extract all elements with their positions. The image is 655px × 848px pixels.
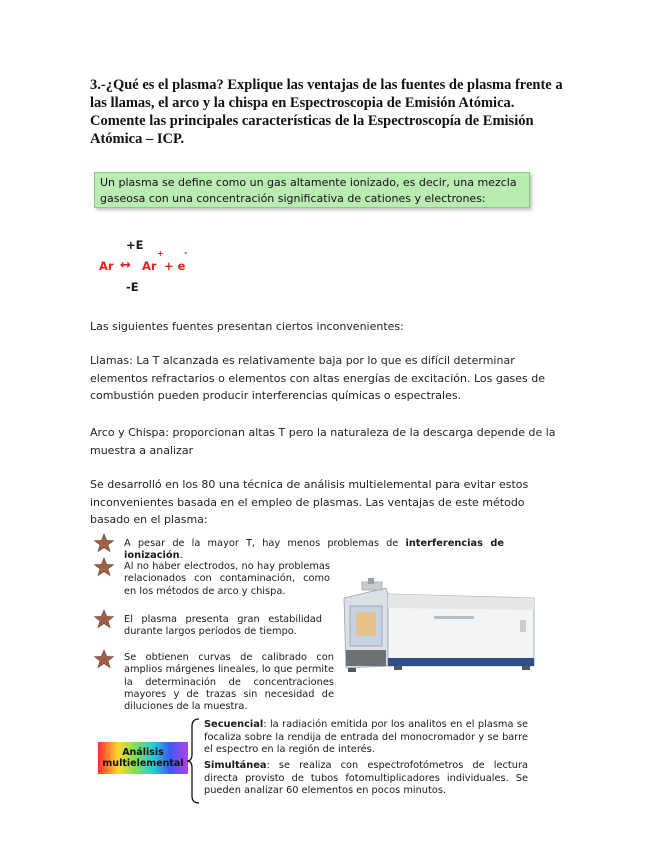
advantage-text: A pesar de la mayor T, hay menos problemas de: [124, 538, 406, 549]
equation-argon-ion: Ar: [142, 259, 157, 273]
advantage-text: El plasma presenta gran estabilidad durante largos períodos de tiempo.: [124, 614, 322, 638]
equation-minus-sign: -: [184, 248, 188, 257]
llamas-paragraph: Llamas: La T alcanzada es relativamente baja por lo que es difícil determinar elementos refractarios o elementos con altas energías de excitación. Los gases de combustión pueden producir interferencias químicas o espectrales.: [90, 354, 546, 402]
secuencial-text: : la radiación emitida por los analitos en el plasma se focaliza sobre la rendija de entrada del monocromador y se barre el espectro en la región de interés.: [204, 719, 528, 755]
arco-paragraph: Arco y Chispa: proporcionan altas T pero la naturaleza de la descarga depende de la muestra a analizar: [90, 426, 556, 457]
icp-spectrometer-image: [338, 576, 542, 680]
simultanea-label: Simultánea: [204, 760, 267, 771]
equation-plus-sign: +: [157, 249, 164, 258]
equation-electron: + e: [164, 259, 186, 273]
analisis-multielemental-tag: [98, 742, 188, 774]
advantage-item: [124, 614, 322, 639]
advantage-bold-text: interferencias de ionización: [124, 538, 504, 562]
advantage-item: [124, 652, 334, 713]
equation-bottom-energy: -E: [126, 280, 139, 294]
tag-line-1: Análisis: [122, 747, 164, 758]
equation-top-energy: +E: [126, 238, 144, 252]
plasma-definition-box: Un plasma se define como un gas altamente ionizado, es decir, una mezcla gaseosa con una concentración significativa de cationes y electrones:: [94, 172, 530, 208]
simultanea-text: : se realiza con espectrofotómetros de lectura directa provisto de tubos fotomultiplicadores individuales. Se pueden analizar 60 elementos en pocos minutos.: [204, 760, 528, 796]
star-bullet-icon: [94, 533, 114, 553]
star-bullet-icon: [94, 609, 114, 629]
simultanea-description: [204, 760, 528, 798]
advantage-item: [124, 561, 330, 598]
question-heading: 3.-¿Qué es el plasma? Explique las ventajas de las fuentes de plasma frente a las llamas, el arco y la chispa en Espectroscopia de Emisión Atómica. Comente las principales características de la Espectroscopía de Emisión Atómica – ICP.: [90, 77, 563, 147]
intro-paragraph: Las siguientes fuentes presentan ciertos inconvenientes:: [90, 320, 404, 333]
desarrollo-paragraph: Se desarrolló en los 80 una técnica de análisis multielemental para evitar estos inconvenientes basada en el empleo de plasmas. Las ventajas de este método basado en el plasma:: [90, 478, 529, 526]
star-bullet-icon: [94, 649, 114, 669]
equation-arrow: ↔: [120, 258, 131, 273]
star-bullet-icon: [94, 557, 114, 577]
advantage-text: Se obtienen curvas de calibrado con amplios márgenes lineales, lo que permite la determinación de concentraciones mayores y de trazas sin necesidad de diluciones de la muestra.: [124, 652, 334, 713]
secuencial-description: [204, 719, 528, 757]
advantage-text: Al no haber electrodos, no hay problemas relacionados con contaminación, como en los métodos de arco y chispa.: [124, 561, 330, 597]
secuencial-label: Secuencial: [204, 719, 264, 730]
curly-brace-icon: [186, 718, 200, 804]
equation-argon: Ar: [99, 259, 114, 273]
advantage-text-end: .: [179, 550, 183, 562]
advantage-item: [124, 538, 504, 563]
tag-line-2: multielemental: [102, 758, 184, 769]
